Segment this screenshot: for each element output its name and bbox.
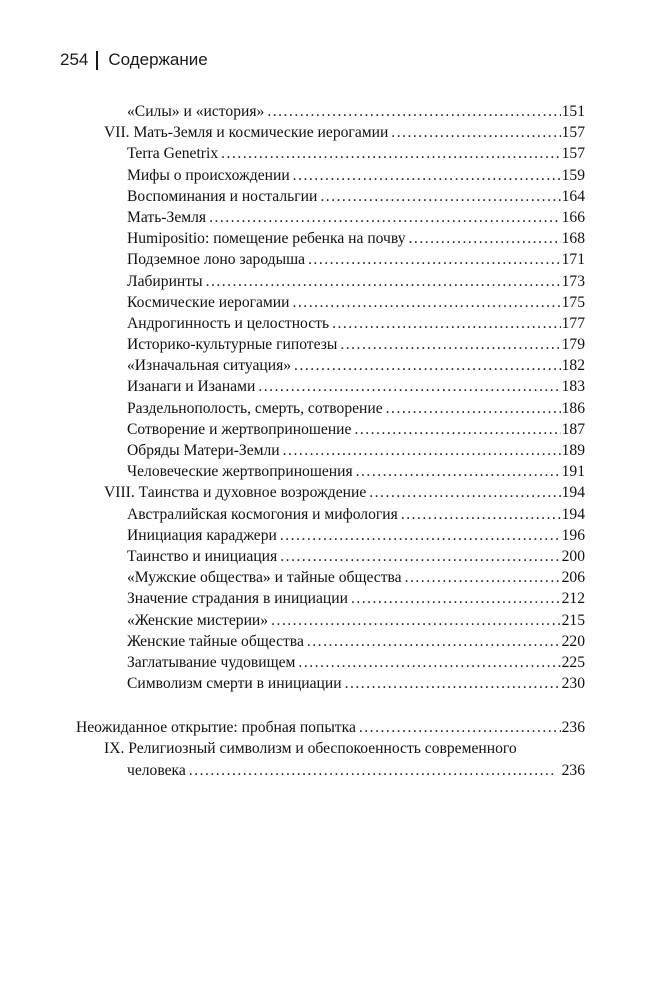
toc-leader-dots	[409, 228, 561, 249]
toc-entry-title: IX. Религиозный символизм и обеспокоенность современного	[104, 740, 517, 758]
toc-entry-title: Мать-Земля	[127, 208, 207, 226]
toc-leader-dots	[267, 101, 560, 122]
toc-entry[interactable]	[127, 165, 585, 186]
toc-entry-page: 196	[561, 526, 585, 544]
toc-entry-title: VII. Мать-Земля и космические иерогамии	[104, 124, 389, 142]
toc-leader-dots	[283, 440, 561, 461]
toc-entry-page: 194	[561, 484, 585, 502]
toc-entry[interactable]	[127, 207, 585, 228]
toc-entry-title: «Силы» и «история»	[127, 103, 265, 120]
toc-entry-title: Человеческие жертвоприношения	[127, 463, 353, 481]
toc-entry-title-cont: человека	[127, 761, 186, 779]
toc-leader-dots	[258, 376, 560, 397]
toc-entry[interactable]	[127, 525, 585, 546]
toc-entry-title: Неожиданное открытие: пробная попытка	[76, 719, 356, 737]
toc-entry-chapter-line1[interactable]	[104, 738, 585, 759]
toc-entry[interactable]	[127, 504, 585, 525]
toc-entry[interactable]	[127, 588, 585, 609]
toc-entry[interactable]	[127, 567, 585, 588]
toc-entry-page: 173	[561, 272, 585, 290]
toc-entry-page: 236	[561, 761, 585, 779]
toc-entry-page: 189	[561, 442, 585, 459]
toc-entry[interactable]	[127, 631, 585, 652]
section-gap	[0, 694, 650, 717]
toc-entry-page: 166	[561, 208, 585, 226]
toc-entry-page: 182	[561, 357, 585, 375]
running-head	[60, 50, 208, 70]
toc-entry-title: Лабиринты	[127, 272, 203, 290]
toc-entry[interactable]	[127, 101, 585, 122]
toc-leader-dots	[294, 355, 561, 376]
header-separator	[96, 51, 98, 70]
toc-leader-dots	[320, 186, 560, 207]
toc-entry-page: 191	[561, 463, 585, 481]
toc-leader-dots	[386, 398, 561, 419]
toc-entry[interactable]	[127, 228, 585, 249]
toc-entry-title: Таинство и инициация	[127, 547, 278, 565]
toc-entry-title: Австралийская космогония и мифология	[127, 505, 398, 523]
toc-entry[interactable]	[127, 546, 585, 567]
toc-entry-title: Humipositio: помещение ребенка на почву	[127, 230, 406, 248]
toc-entry[interactable]	[127, 249, 585, 270]
section-title: Содержание	[108, 50, 208, 69]
toc-entry-page: 164	[561, 187, 585, 205]
toc-entry-title: Мифы о происхождении	[127, 166, 290, 184]
toc-entry-title: Историко-культурные гипотезы	[127, 336, 338, 354]
toc-entry-page: 168	[561, 230, 585, 248]
toc-entry-title: «Женские мистерии»	[127, 611, 269, 629]
toc-entry-page: 186	[561, 399, 585, 417]
toc-entry-title: Раздельнополость, смерть, сотворение	[127, 399, 383, 417]
toc-leader-dots	[307, 631, 561, 652]
toc-entry-title: Заглатывание чудовищем	[127, 653, 296, 671]
toc-entry[interactable]	[76, 717, 585, 738]
toc-entry[interactable]	[127, 313, 585, 334]
toc-leader-dots	[359, 717, 561, 738]
toc-entry-title: VIII. Таинства и духовное возрождение	[104, 484, 367, 502]
toc-entry[interactable]	[127, 355, 585, 376]
toc-entry-page: 159	[561, 166, 585, 184]
toc-entry-title: Женские тайные общества	[127, 632, 304, 650]
toc-entry-title: Значение страдания в инициации	[127, 590, 348, 608]
toc-entry[interactable]	[127, 292, 585, 313]
toc-leader-dots	[280, 525, 561, 546]
toc-leader-dots	[369, 482, 560, 503]
toc-leader-dots	[354, 419, 560, 440]
page-number: 254	[60, 50, 89, 69]
toc-entry-title: Инициация караджери	[127, 526, 277, 544]
toc-entry[interactable]	[127, 186, 585, 207]
toc-leader-dots	[221, 143, 560, 164]
toc-entry-chapter-line2[interactable]	[127, 760, 585, 781]
toc-leader-dots	[405, 567, 561, 588]
toc-entry-page: 236	[561, 719, 585, 737]
toc-leader-dots	[209, 207, 561, 228]
toc-entry-page: 183	[561, 378, 585, 396]
toc-entry-title: Подземное лоно зародыша	[127, 251, 306, 269]
toc-leader-dots	[351, 588, 561, 609]
toc-leader-dots	[308, 249, 561, 270]
toc-entry[interactable]	[127, 143, 585, 164]
toc-entry-page: 206	[561, 569, 585, 587]
toc-entry[interactable]	[127, 334, 585, 355]
toc-entry-title: Terra Genetrix	[127, 145, 219, 163]
toc-entry-title: «Изначальная ситуация»	[127, 357, 292, 375]
toc-entry[interactable]	[127, 271, 585, 292]
toc-entry-page: 171	[561, 251, 585, 269]
toc-leader-dots	[293, 165, 561, 186]
toc-leader-dots	[356, 461, 561, 482]
toc-entry-page: 175	[561, 293, 585, 311]
toc-block-final	[0, 717, 650, 781]
toc-entry-title: Обряды Матери-Земли	[127, 442, 280, 459]
toc-entry-page: 212	[561, 590, 585, 608]
toc-leader-dots	[401, 504, 561, 525]
toc-entry-page: 157	[561, 124, 585, 142]
toc-entry-page: 151	[561, 103, 585, 120]
toc-entry-page: 215	[561, 611, 585, 629]
toc-entry-title: Символизм смерти в инициации	[127, 675, 342, 693]
toc-entry-title: Андрогинность и целостность	[127, 314, 330, 332]
toc-entry[interactable]	[127, 398, 585, 419]
toc-entry-title: Сотворение и жертвоприношение	[127, 420, 352, 438]
toc-entry-page: 194	[561, 505, 585, 523]
toc-leader-dots	[332, 313, 561, 334]
toc-leader-dots	[280, 546, 560, 567]
toc-entry-page: 200	[561, 547, 585, 565]
toc-entry-page: 157	[561, 145, 585, 163]
toc-entry-page: 225	[561, 653, 585, 671]
toc-block-main	[0, 101, 650, 694]
toc-entry[interactable]	[127, 440, 585, 461]
toc-entry[interactable]	[127, 376, 585, 397]
toc-leader-dots	[298, 652, 560, 673]
toc-entry-title: «Мужские общества» и тайные общества	[127, 569, 402, 587]
table-of-contents	[0, 101, 650, 781]
toc-entry-page: 177	[561, 314, 585, 332]
toc-entry-title: Воспоминания и ностальгии	[127, 187, 318, 205]
toc-leader-dots	[391, 122, 560, 143]
toc-leader-dots	[271, 610, 561, 631]
toc-leader-dots	[293, 292, 561, 313]
toc-entry[interactable]	[127, 652, 585, 673]
toc-chapter-entry[interactable]	[104, 482, 585, 503]
toc-leader-dots	[345, 673, 561, 694]
toc-leader-dots	[340, 334, 560, 355]
toc-entry[interactable]	[127, 461, 585, 482]
toc-entry[interactable]	[127, 610, 585, 631]
toc-entry-page: 220	[561, 632, 585, 650]
toc-entry[interactable]	[127, 419, 585, 440]
toc-leader-dots	[189, 760, 555, 781]
toc-entry-title: Изанаги и Изанами	[127, 378, 256, 396]
toc-entry-page: 230	[561, 675, 585, 693]
toc-entry-page: 179	[561, 336, 585, 354]
toc-chapter-entry[interactable]	[104, 122, 585, 143]
toc-leader-dots	[206, 271, 561, 292]
toc-entry[interactable]	[127, 673, 585, 694]
toc-entry-page: 187	[561, 420, 585, 438]
toc-entry-title: Космические иерогамии	[127, 293, 290, 311]
